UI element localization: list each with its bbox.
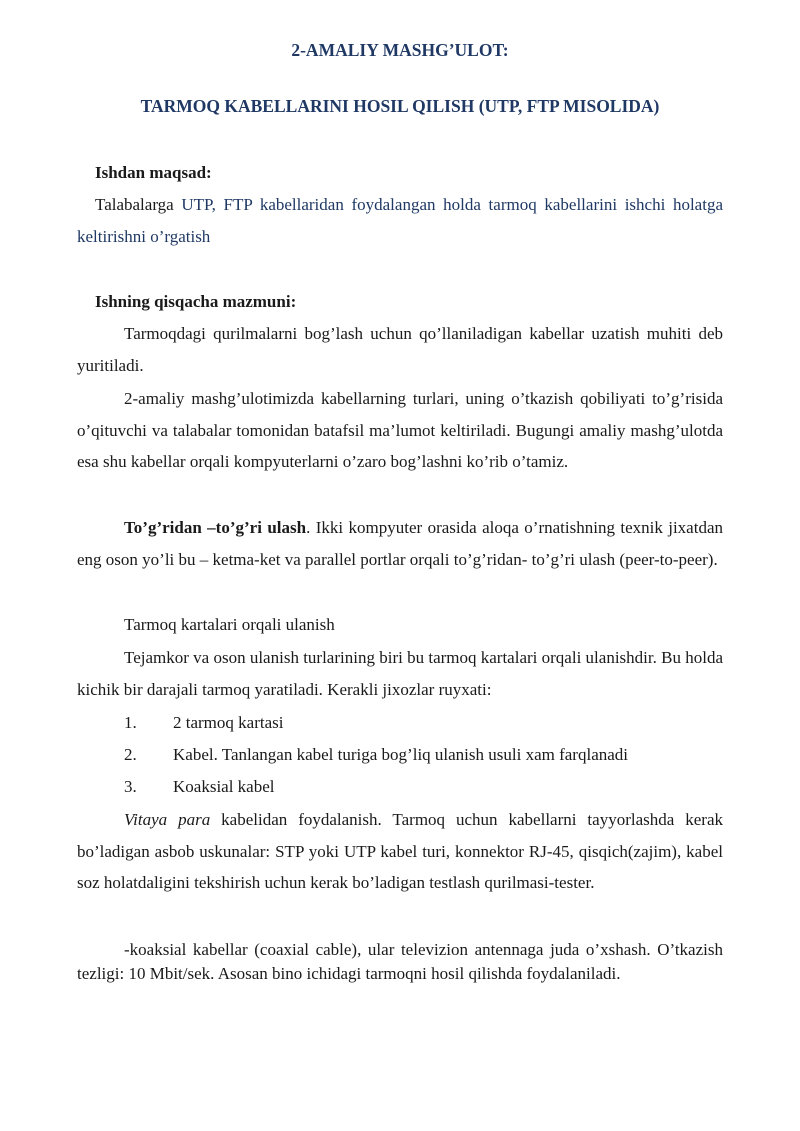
list-item: [124, 707, 283, 739]
list-item-text: Koaksial kabel: [173, 777, 275, 796]
document-title: 2-AMALIY MASHG’ULOT:: [291, 40, 509, 60]
list-item-number: 3.: [124, 777, 137, 796]
document-subtitle: TARMOQ KABELLARINI HOSIL QILISH (UTP, FTP MISOLIDA): [140, 96, 660, 116]
summary-heading: Ishning qisqacha mazmuni:: [95, 292, 297, 311]
list-item-text: 2 tarmoq kartasi: [173, 713, 284, 732]
paragraph-5: Tejamkor va oson ulanish turlarining biri bu tarmoq kartalari orqali ulanishdir. Bu holda kichik bir darajali tarmoq yaratiladi. Kerakli jixozlar ruyxati:: [77, 648, 723, 699]
goal-text-lead: Talabalarga: [95, 195, 182, 214]
paragraph-1: Tarmoqdagi qurilmalarni bog’lash uchun qo’llaniladigan kabellar uzatish muhiti deb yuritiladi.: [77, 324, 723, 375]
list-item: [124, 739, 628, 771]
goal-text-rest: UTP, FTP kabellaridan foydalangan holda tarmoq kabellarini ishchi holatga keltirishni o’rgatish: [77, 195, 723, 246]
list-item-number: 1.: [124, 713, 137, 732]
paragraph-6-italic: Vitaya para: [124, 810, 211, 829]
list-item-number: 2.: [124, 745, 137, 764]
paragraph-3-rest: . Ikki kompyuter orasida aloqa o’rnatishning texnik jixatdan eng oson yo’li bu – ketma-ket va parallel portlar orqali to’g’ridan- to’g’ri ulash (peer-to-peer).: [77, 518, 723, 569]
paragraph-6-rest: kabelidan foydalanish. Tarmoq uchun kabellarni tayyorlashda kerak bo’ladigan asbob uskunalar: STP yoki UTP kabel turi, konnektor RJ-45, qisqich(zajim), kabel soz holatdaligini tekshirish uchun kerak bo’ladigan testlash qurilmasi-tester.: [77, 810, 724, 892]
paragraph-7: -koaksial kabellar (coaxial cable), ular televizion antennaga juda o’xshash. O’tkazish tezligi: 10 Mbit/sek. Asosan bino ichidagi tarmoqni hosil qilishda foydalaniladi.: [77, 940, 723, 983]
paragraph-3-bold: To’g’ridan –to’g’ri ulash: [124, 518, 307, 537]
list-item-text: Kabel. Tanlangan kabel turiga bog’liq ulanish usuli xam farqlanadi: [173, 745, 629, 764]
goal-text: [77, 189, 723, 252]
paragraph-4: Tarmoq kartalari orqali ulanish: [124, 615, 335, 634]
list-item: [124, 771, 275, 803]
paragraph-2: 2-amaliy mashg’ulotimizda kabellarning turlari, uning o’tkazish qobiliyati to’g’risida o’qituvchi va talabalar tomonidan batafsil ma’lumot keltiriladi. Bugungi amaliy mashg’ulotda esa shu kabellar orqali kompyuterlarni o’zaro bog’lashni ko’rib o’tamiz.: [77, 389, 723, 471]
paragraph-6: [77, 804, 723, 899]
paragraph-3: [77, 512, 723, 575]
goal-heading: Ishdan maqsad:: [95, 163, 212, 182]
